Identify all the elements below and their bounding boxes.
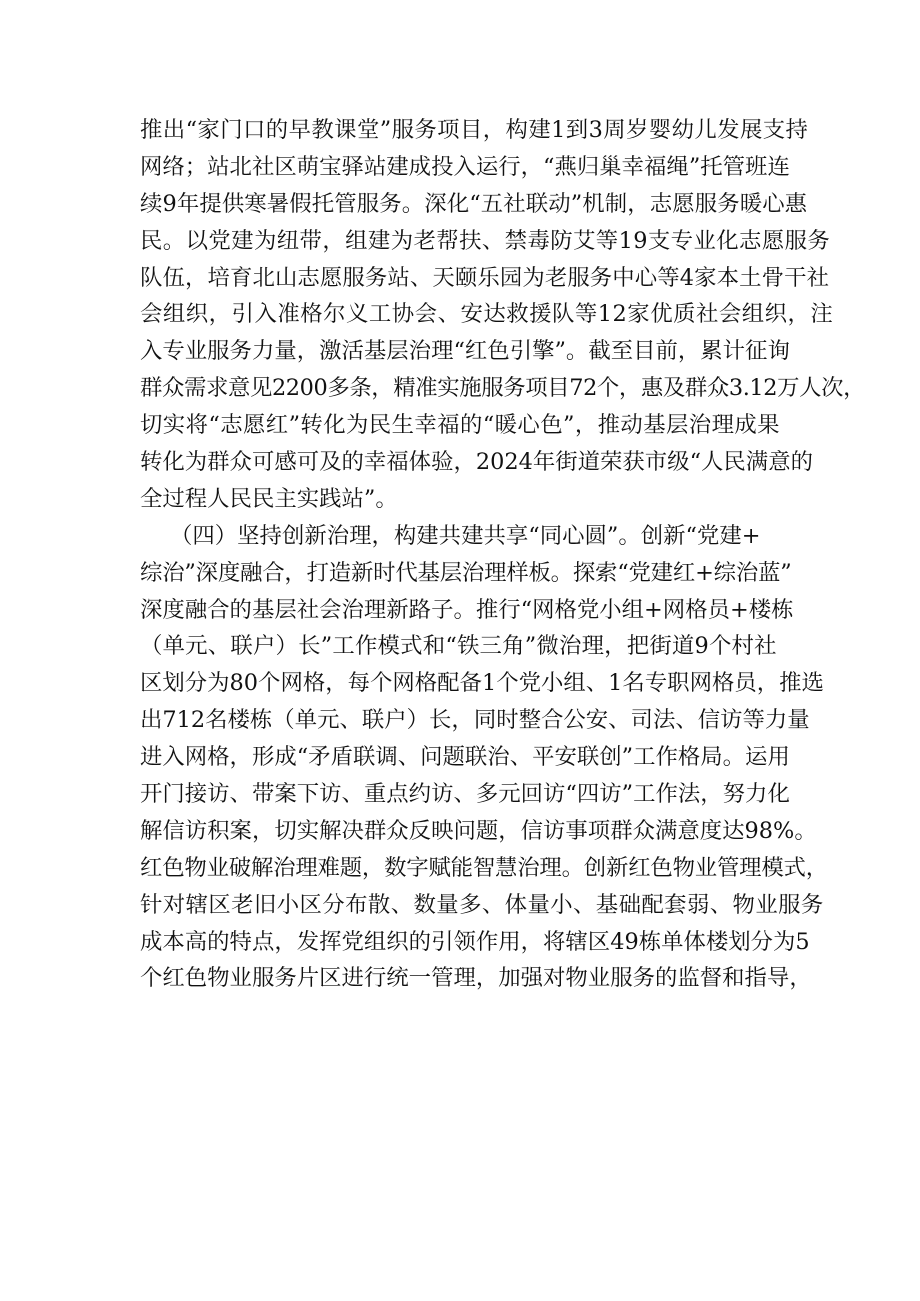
text-line: 开门接访、带案下访、重点约访、多元回访“四访”工作法，努力化 [140,781,790,808]
text-line: 群众需求意见2200多条，精准实施服务项目72个，惠及群众3.12万人次， [140,375,866,402]
section-heading-line: （四）坚持创新治理，构建共建共享“同心圆”。创新“党建+ [170,522,761,549]
text-line: 转化为群众可感可及的幸福体验，2024年街道荣获市级“人民满意的 [140,449,813,476]
text-line: 解信访积案，切实解决群众反映问题，信访事项群众满意度达98%。 [140,817,817,844]
text-line: 区划分为80个网格，每个网格配备1个党小组、1名专职网格员，推选 [140,670,824,697]
text-line: 切实将“志愿红”转化为民生幸福的“暖心色”，推动基层治理成果 [140,412,780,439]
text-line: 网络；站北社区萌宝驿站建成投入运行，“燕归巢幸福绳”托管班连 [140,153,790,180]
text-line: （单元、联户）长”工作模式和“铁三角”微治理，把街道9个村社 [140,633,777,660]
text-line: 深度融合的基层社会治理新路子。推行“网格党小组+网格员+楼栋 [140,596,794,623]
text-line: 进入网格，形成“矛盾联调、问题联治、平安联创”工作格局。运用 [140,744,790,771]
text-line: 推出“家门口的早教课堂”服务项目，构建1到3周岁婴幼儿发展支持 [140,117,809,143]
text-line: 全过程人民民主实践站”。 [140,485,398,512]
text-line: 入专业服务力量，激活基层治理“红色引擎”。截至目前，累计征询 [140,338,790,365]
text-line: 个红色物业服务片区进行统一管理，加强对物业服务的监督和指导， [140,965,812,992]
text-line: 针对辖区老旧小区分布散、数量多、体量小、基础配套弱、物业服务 [140,891,824,918]
text-line: 会组织，引入准格尔义工协会、安达救援队等12家优质社会组织，注 [140,301,834,328]
text-line: 红色物业破解治理难题，数字赋能智慧治理。创新红色物业管理模式， [140,854,828,881]
text-line: 成本高的特点，发挥党组织的引领作用，将辖区49栋单体楼划分为5 [140,928,810,955]
text-line: 队伍，培育北山志愿服务站、天颐乐园为老服务中心等4家本土骨干社 [140,264,830,291]
text-line: 民。以党建为纽带，组建为老帮扶、禁毒防艾等19支专业化志愿服务 [140,227,831,254]
text-line: 出712名楼栋（单元、联户）长，同时整合公安、司法、信访等力量 [140,707,810,734]
text-line: 续9年提供寒暑假托管服务。深化“五社联动”机制，志愿服务暖心惠 [140,190,808,217]
body-text [140,112,866,997]
text-line: 综治”深度融合，打造新时代基层治理样板。探索“党建红+综治蓝” [140,559,792,586]
